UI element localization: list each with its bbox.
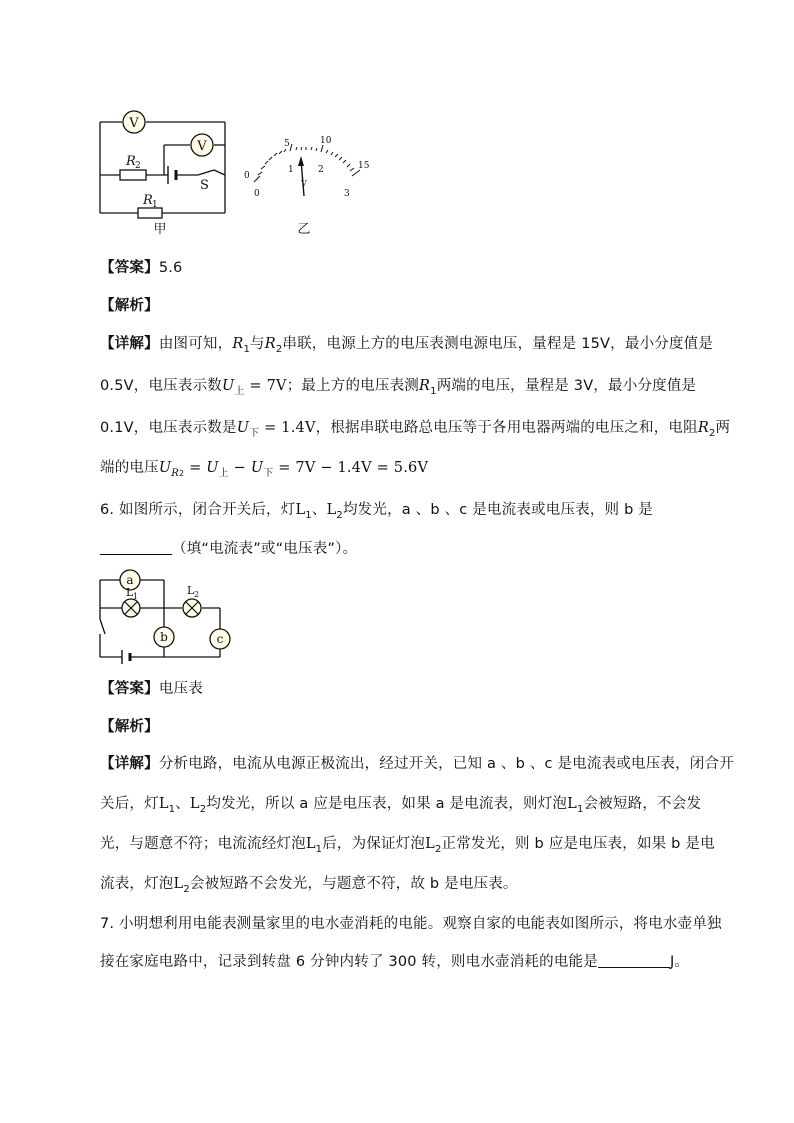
q6-answer-blank[interactable] [100,540,172,555]
q6-question-line-2: （填“电流表”或“电压表”）。 [100,537,357,558]
svg-text:2: 2 [318,165,324,175]
q5-detail-line-1: 【详解】由图可知，$R_1$与$R_2$串联，电源上方的电压表测电源电压，量程是 15V，最小分度值是 [100,336,714,355]
svg-text:V: V [197,139,207,154]
q6-detail-line-4: 流表，灯泡$L_2$会被短路不会发光，与题意不符，故 b 是电压表。 [100,876,518,895]
q6-detail-line-2: 关后，灯$L_1$、$L_2$均发光，所以 a 应是电压表，如果 a 是电流表，则灯泡$L_1$会被短路，不会发 [100,796,702,815]
svg-text:0: 0 [244,171,250,181]
q6-answer-line: 【答案】电压表 [100,681,203,697]
label-switch: S [200,178,209,193]
svg-text:V: V [129,116,139,131]
q5-detail-line-4: 端的电压$U_{R2} = U_上 - U_下 = 7V - 1.4V = 5.6V$ [100,460,429,479]
q7-question-line-1: 7. 小明想利用电能表测量家里的电水壶消耗的电能。观察自家的电能表如图所示，将电水壶单独 [100,916,722,932]
label-r1: R [143,193,153,208]
q7-question-line-2: 接在家庭电路中，记录到转盘 6 分钟内转了 300 转，则电水壶消耗的电能是 J。 [100,954,690,970]
q5-analysis-tag: 【解析】 [100,298,159,314]
caption-yi: 乙 [297,222,311,237]
q6-detail-line-1: 【详解】分析电路，电流从电源正极流出，经过开关，已知 a 、b 、c 是电流表或电压表，闭合开 [100,756,734,772]
svg-text:1: 1 [152,200,158,210]
q7-answer-blank[interactable] [598,953,670,968]
svg-text:3: 3 [344,189,350,199]
svg-text:5: 5 [284,139,290,149]
q6-answer: 电压表 [158,681,203,697]
figure-circuit-jia-dial-yi [90,110,390,240]
svg-text:a: a [126,573,134,587]
label-r2: R [126,154,136,169]
svg-text:L: L [187,584,195,597]
svg-text:0: 0 [254,189,260,199]
svg-text:10: 10 [320,136,332,146]
q5-detail-line-2: 0.5V，电压表示数$U_上 = 7V$；最上方的电压表测$R_1$两端的电压，量程是 3V，最小分度值是 [100,378,697,397]
svg-text:1: 1 [288,165,294,175]
voltmeter-dial [244,136,370,199]
figure-circuit-q6 [92,564,242,664]
svg-text:2: 2 [194,590,200,599]
q5-detail-line-3: 0.1V，电压表示数是$U_下 = 1.4V$，根据串联电路总电压等于各用电器两端的电压之和，电阻$R_2$两 [100,420,731,439]
lamp-l2-icon [183,599,201,617]
q6-detail-line-3: 光，与题意不符；电流流经灯泡$L_1$后，为保证灯泡$L_2$正常发光，则 b 应是电压表，如果 b 是电 [100,836,715,855]
q6-question-line-1: 6. 如图所示，闭合开关后，灯$L_1$、$L_2$均发光，a 、b 、c 是电流表或电压表，则 b 是 [100,502,653,521]
svg-text:L: L [126,586,134,599]
svg-text:c: c [216,632,224,646]
svg-text:V: V [301,179,307,188]
lamp-l1-icon [122,599,140,617]
svg-text:2: 2 [135,161,141,171]
q5-answer-line: 【答案】5.6 [100,260,183,276]
q6-analysis-tag: 【解析】 [100,719,159,735]
q5-answer: 5.6 [158,260,183,276]
svg-text:15: 15 [358,161,370,171]
svg-text:b: b [160,630,168,644]
svg-text:1: 1 [133,592,139,601]
caption-jia: 甲 [153,222,167,237]
